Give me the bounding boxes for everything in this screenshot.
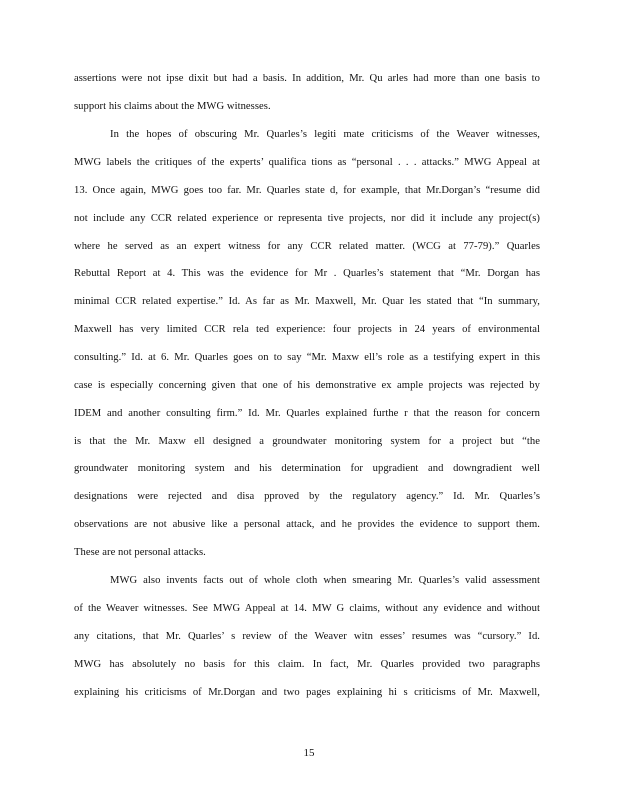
text-line-8: Rebuttal Report at 4. This was the evidence for Mr . Quarles’s statement that “Mr. Dorgan has [74, 268, 540, 279]
text-line-18: These are not personal attacks. [74, 547, 206, 558]
text-line-1: assertions were not ipse dixit but had a basis. In addition, Mr. Qu arles had more than one basis to [74, 73, 540, 84]
text-line-12: case is especially concerning given that one of his demonstrative ex ample projects was rejected by [74, 380, 540, 391]
text-line-5: 13. Once again, MWG goes too far. Mr. Quarles state d, for example, that Mr.Dorgan’s “resume did [74, 185, 540, 196]
text-line-3: In the hopes of obscuring Mr. Quarles’s legiti mate criticisms of the Weaver witnesses, [110, 129, 540, 140]
text-line-15: groundwater monitoring system and his determination for upgradient and downgradient well [74, 463, 540, 474]
text-line-11: consulting.” Id. at 6. Mr. Quarles goes on to say “Mr. Maxw ell’s role as a testifying expert in this [74, 352, 540, 363]
text-line-20: of the Weaver witnesses. See MWG Appeal at 14. MW G claims, without any evidence and without [74, 603, 540, 614]
text-line-2: support his claims about the MWG witnesses. [74, 101, 271, 112]
text-line-22: MWG has absolutely no basis for this claim. In fact, Mr. Quarles provided two paragraphs [74, 659, 540, 670]
text-line-10: Maxwell has very limited CCR rela ted experience: four projects in 24 years of environmental [74, 324, 540, 335]
text-line-4: MWG labels the critiques of the experts’ qualifica tions as “personal . . . attacks.” MWG Appeal at [74, 157, 540, 168]
text-line-17: observations are not abusive like a personal attack, and he provides the evidence to support them. [74, 519, 540, 530]
page-number: 15 [303, 747, 315, 759]
text-line-14: is that the Mr. Maxw ell designed a groundwater monitoring system for a project but “the [74, 436, 540, 447]
text-line-16: designations were rejected and disa pproved by the regulatory agency.” Id. Mr. Quarles’s [74, 491, 540, 502]
text-line-21: any citations, that Mr. Quarles’ s review of the Weaver witn esses’ resumes was “cursory.” Id. [74, 631, 540, 642]
text-line-9: minimal CCR related expertise.” Id. As far as Mr. Maxwell, Mr. Quar les stated that “In summary, [74, 296, 540, 307]
text-line-13: IDEM and another consulting firm.” Id. Mr. Quarles explained furthe r that the reason for concern [74, 408, 540, 419]
text-line-23: explaining his criticisms of Mr.Dorgan and two pages explaining hi s criticisms of Mr. Maxwell, [74, 687, 540, 698]
text-line-7: where he served as an expert witness for any CCR related matter. (WCG at 77-79).” Quarles [74, 241, 540, 252]
text-line-6: not include any CCR related experience or representa tive projects, nor did it include any project(s) [74, 213, 540, 224]
text-line-19: MWG also invents facts out of whole cloth when smearing Mr. Quarles’s valid assessment [110, 575, 540, 586]
